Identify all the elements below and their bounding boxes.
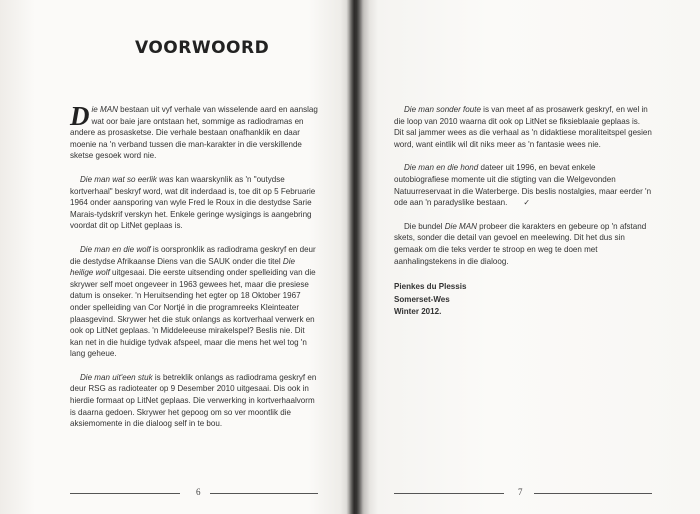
paragraph-4 bbox=[70, 372, 318, 430]
paragraph-2 bbox=[70, 174, 318, 232]
italic-title: Die man wat so eerlik was bbox=[80, 174, 174, 184]
left-page-footer bbox=[70, 487, 318, 501]
left-page-body bbox=[70, 101, 318, 442]
italic-title: Die man en die hond bbox=[404, 163, 479, 173]
signature-place: Somerset-Wes bbox=[394, 294, 450, 304]
paragraph-text: Die bundel bbox=[404, 221, 445, 231]
italic-title: Die heilige wolf bbox=[70, 256, 295, 278]
paragraph-text: probeer die karakters en gebeure op 'n afstand skets, sonder die detail van gevoel en meelewing. Dit het dus sin gemaak om die teks verder te stroop en weg te doen met aanhalingstekens in die dialoog. bbox=[394, 221, 647, 266]
footer-rule-right bbox=[534, 493, 652, 494]
italic-title: ie MAN bbox=[91, 105, 118, 114]
right-page-body bbox=[394, 104, 652, 318]
italic-title: Die man sonder foute bbox=[404, 105, 481, 114]
signature-block bbox=[394, 281, 652, 318]
signature-name: Pienkes du Plessis bbox=[394, 282, 467, 292]
paragraph-6 bbox=[394, 162, 652, 208]
footer-rule-left bbox=[394, 493, 504, 494]
paragraph-5 bbox=[394, 104, 652, 150]
page-number: 7 bbox=[518, 487, 523, 497]
italic-title: Die man uit'een stuk bbox=[80, 372, 153, 382]
italic-title: Die MAN bbox=[444, 221, 477, 231]
paragraph-text: uitgesaai. Die eerste uitsending onder spelleiding van die skrywer self moet ongeveer in 1963 gewees het, maar die presiese datum is onseker. 'n Heruitsending het egter op 18 Oktober 1967 onder spelleiding van Cor Nortjé in die programreeks Kleinteater plaasgevind. Skrywer het die stuk onlangs as kortverhaal verwerk en ook op LitNet geplaas. 'n Middeleeuse mirakelspel? Beslis nie. Dit kan net in die huidige tydvak afspeel, maar die mens het wel tog 'n lang geheue. bbox=[70, 268, 316, 359]
paragraph-text: dateer uit 1996, en bevat enkele outobiografiese momente uit die stigting van die Welgevonden Natuurreservaat in die Waterberge. Dis beslis nostalgies, maar eerder 'n ode aan 'n paradyslike bestaan. bbox=[394, 163, 652, 208]
paragraph-text: is van meet af as prosawerk geskryf, en wel in die loop van 2010 waarna dit ook op LitNet se fiksieblaaie geplaas is. Dit sal jammer wees as die verhaal as 'n didaktiese moraliteitspel gesien word, want eintlik wil dit niks meer as 'n fantasie wees nie. bbox=[394, 105, 652, 149]
drop-cap: D bbox=[70, 101, 90, 131]
italic-title: Die man en die wolf bbox=[80, 244, 151, 254]
paragraph-text: bestaan uit vyf verhale van wisselende aard en aanslag wat oor baie jare ontstaan het, sommige as radiodramas en andere as prosasketse. Die verhale bestaan onafhanklik en daar moenie na 'n verband tussen die man-karakter in die verskillende sketse gesoek word nie. bbox=[70, 105, 318, 161]
paragraph-7 bbox=[394, 221, 652, 267]
page-number: 6 bbox=[196, 487, 201, 497]
paragraph-text: is oorspronklik as radiodrama geskryf en deur die destydse Afrikaanse Diens van die SAUK onder die titel bbox=[70, 244, 316, 266]
pen-mark-icon: ✓ bbox=[523, 198, 531, 208]
signature-date: Winter 2012. bbox=[394, 306, 442, 316]
paragraph-text: kan waarskynlik as 'n "outydse kortverhaal" beskryf word, wat dit inderdaad is, toe dit op 5 Februarie 1964 onder aansporing van wyle Fred le Roux in die destydse Sarie Marais-tydskrif verskyn het. Enkele geringe wysigings is aangebring voordat dit op LitNet geplaas is. bbox=[70, 174, 316, 231]
right-page-footer bbox=[394, 487, 652, 501]
right-page bbox=[356, 0, 700, 514]
page-title: VOORWOORD bbox=[135, 38, 270, 58]
paragraph-text: is betreklik onlangs as radiodrama geskryf en deur RSG as radioteater op 9 Desember 2010 uitgesaai. Dis ook in hierdie formaat op LitNet geplaas. Die verwerking in kortverhaalvorm is daarna gedoen. Skrywer het gepoog om so ver moontlik die aksiemomente in die dialoog self in te bou. bbox=[70, 372, 317, 429]
paragraph-3 bbox=[70, 244, 318, 360]
footer-rule-left bbox=[70, 493, 180, 494]
paragraph-1 bbox=[70, 101, 318, 162]
footer-rule-right bbox=[210, 493, 318, 494]
